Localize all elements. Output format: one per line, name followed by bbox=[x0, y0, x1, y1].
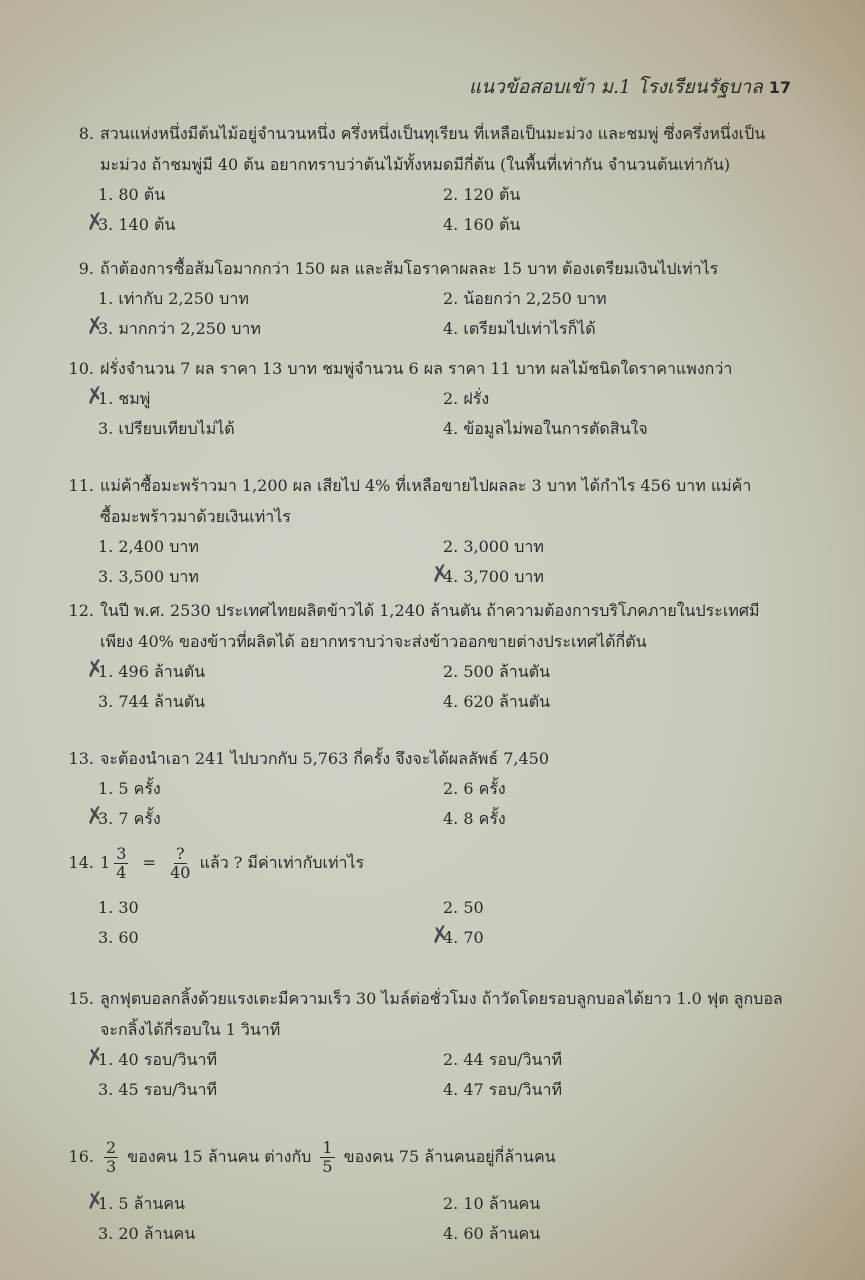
answer-option[interactable] bbox=[98, 774, 443, 804]
option-text: 1. 5 ครั้ง bbox=[98, 779, 161, 798]
answer-option[interactable] bbox=[98, 1075, 443, 1105]
option-text: 3. 45 รอบ/วินาที bbox=[98, 1080, 217, 1099]
question-text: จะต้องนำเอา 241 ไปบวกกับ 5,763 กี่ครั้ง จึงจะได้ผลลัพธ์ 7,450 bbox=[100, 749, 549, 768]
option-text: 2. 3,000 บาท bbox=[443, 537, 544, 556]
answer-option[interactable] bbox=[443, 1219, 788, 1249]
answer-option[interactable] bbox=[428, 560, 788, 592]
question-number: 16. bbox=[68, 1147, 94, 1166]
question-11 bbox=[60, 470, 800, 592]
question-number: 11. bbox=[68, 476, 94, 495]
option-text: 3. มากกว่า 2,250 บาท bbox=[98, 319, 261, 338]
answer-option[interactable] bbox=[443, 687, 788, 717]
answer-option[interactable] bbox=[98, 893, 443, 923]
answer-option[interactable] bbox=[443, 774, 788, 804]
question-number: 15. bbox=[68, 989, 94, 1008]
option-text: 4. 60 ล้านคน bbox=[443, 1224, 541, 1243]
option-text: 2. 10 ล้านคน bbox=[443, 1194, 541, 1213]
answer-option[interactable] bbox=[98, 180, 443, 210]
option-text: 2. น้อยกว่า 2,250 บาท bbox=[443, 289, 607, 308]
question-number: 13. bbox=[68, 749, 94, 768]
handwritten-check-icon: ✗ bbox=[83, 1187, 107, 1216]
question-text: ถ้าต้องการซื้อส้มโอมากกว่า 150 ผล และส้มโอราคาผลละ 15 บาท ต้องเตรียมเงินไปเท่าไร bbox=[100, 259, 719, 278]
question-14 bbox=[60, 843, 800, 953]
option-text: 4. 620 ล้านตัน bbox=[443, 692, 551, 711]
option-text: 3. 60 bbox=[98, 928, 139, 947]
answer-option[interactable] bbox=[83, 655, 443, 687]
question-text: 1 $\frac{3}{4}$ = $\frac{?}{40}$ แล้ว ? มีค่าเท่ากับเท่าไร bbox=[100, 844, 365, 882]
answer-option[interactable] bbox=[83, 208, 443, 240]
fraction: $\frac{1}{5}$ bbox=[322, 1138, 333, 1176]
question-text: ซื้อมะพร้าวมาด้วยเงินเท่าไร bbox=[100, 507, 291, 526]
answer-option[interactable] bbox=[443, 1045, 788, 1075]
question-12 bbox=[60, 595, 800, 717]
answer-options bbox=[60, 180, 800, 240]
option-text: 3. 7 ครั้ง bbox=[98, 809, 161, 828]
answer-option[interactable] bbox=[443, 314, 788, 344]
answer-option[interactable] bbox=[98, 923, 443, 953]
answer-option[interactable] bbox=[443, 893, 788, 923]
option-text: 3. 140 ต้น bbox=[98, 215, 176, 234]
option-text: 2. 500 ล้านตัน bbox=[443, 662, 551, 681]
question-9 bbox=[60, 253, 800, 344]
answer-options bbox=[60, 284, 800, 344]
handwritten-check-icon: ✗ bbox=[428, 921, 452, 950]
question-text: แม่ค้าซื้อมะพร้าวมา 1,200 ผล เสียไป 4% ที่เหลือขายไปผลละ 3 บาท ได้กำไร 456 บาท แม่ค้า bbox=[100, 476, 752, 495]
option-text: 2. 44 รอบ/วินาที bbox=[443, 1050, 562, 1069]
answer-option[interactable] bbox=[428, 921, 788, 953]
option-text: 2. 6 ครั้ง bbox=[443, 779, 506, 798]
question-text: จะกลิ้งได้กี่รอบใน 1 วินาที bbox=[100, 1020, 281, 1039]
option-text: 1. 30 bbox=[98, 898, 139, 917]
answer-option[interactable] bbox=[443, 180, 788, 210]
answer-options bbox=[60, 774, 800, 834]
answer-option[interactable] bbox=[443, 384, 788, 414]
option-text: 1. 5 ล้านคน bbox=[98, 1194, 185, 1213]
question-text: ฝรั่งจำนวน 7 ผล ราคา 13 บาท ชมพู่จำนวน 6 ผล ราคา 11 บาท ผลไม้ชนิดใดราคาแพงกว่า bbox=[100, 359, 733, 378]
question-15 bbox=[60, 983, 800, 1105]
page-number: 17 bbox=[768, 78, 791, 97]
question-text: สวนแห่งหนึ่งมีต้นไม้อยู่จำนวนหนึ่ง ครึ่งหนึ่งเป็นทุเรียน ที่เหลือเป็นมะม่วง และชมพู่ ซึ่งครึ่งหนึ่งเป็น bbox=[100, 124, 766, 143]
fraction: $\frac{2}{3}$ bbox=[106, 1138, 117, 1176]
answer-option[interactable] bbox=[98, 532, 443, 562]
answer-option[interactable] bbox=[98, 562, 443, 592]
question-text: มะม่วง ถ้าชมพู่มี 40 ต้น อยากทราบว่าต้นไม้ทั้งหมดมีกี่ต้น (ในพื้นที่เท่ากัน จำนวนต้นเท่ากัน) bbox=[100, 155, 731, 174]
option-text: 2. 120 ต้น bbox=[443, 185, 521, 204]
fraction: $\frac{3}{4}$ bbox=[116, 844, 127, 882]
answer-option[interactable] bbox=[83, 802, 443, 834]
option-text: 4. 70 bbox=[443, 928, 484, 947]
handwritten-check-icon: ✗ bbox=[83, 802, 107, 831]
page-header bbox=[469, 72, 791, 102]
answer-option[interactable] bbox=[443, 210, 788, 240]
question-number: 12. bbox=[68, 601, 94, 620]
answer-option[interactable] bbox=[83, 1187, 443, 1219]
answer-options bbox=[60, 1189, 800, 1249]
question-13 bbox=[60, 743, 800, 834]
answer-options bbox=[60, 657, 800, 717]
handwritten-check-icon: ✗ bbox=[428, 560, 452, 589]
option-text: 2. 50 bbox=[443, 898, 484, 917]
option-text: 1. เท่ากับ 2,250 บาท bbox=[98, 289, 249, 308]
answer-option[interactable] bbox=[98, 1219, 443, 1249]
answer-option[interactable] bbox=[443, 804, 788, 834]
question-16 bbox=[60, 1137, 800, 1249]
option-text: 3. เปรียบเทียบไม่ได้ bbox=[98, 419, 235, 438]
option-text: 1. ชมพู่ bbox=[98, 389, 151, 408]
option-text: 4. ข้อมูลไม่พอในการตัดสินใจ bbox=[443, 419, 648, 438]
question-number: 9. bbox=[78, 259, 94, 278]
answer-option[interactable] bbox=[443, 414, 788, 444]
question-text: เพียง 40% ของข้าวที่ผลิตได้ อยากทราบว่าจะส่งข้าวออกขายต่างประเทศได้กี่ตัน bbox=[100, 632, 647, 651]
question-8 bbox=[60, 118, 800, 240]
question-text: $\frac{2}{3}$ ของคน 15 ล้านคน ต่างกับ $\frac{1}{5}$ ของคน 75 ล้านคนอยู่กี่ล้านคน bbox=[106, 1138, 556, 1176]
option-text: 4. 160 ต้น bbox=[443, 215, 521, 234]
header-title: แนวข้อสอบเข้า ม.1 โรงเรียนรัฐบาล bbox=[468, 76, 763, 98]
option-text: 2. ฝรั่ง bbox=[443, 389, 490, 408]
option-text: 4. เตรียมไปเท่าไรก็ได้ bbox=[443, 319, 596, 338]
option-text: 3. 744 ล้านตัน bbox=[98, 692, 206, 711]
answer-option[interactable] bbox=[98, 687, 443, 717]
option-text: 4. 3,700 บาท bbox=[443, 567, 544, 586]
handwritten-check-icon: ✗ bbox=[83, 382, 107, 411]
answer-options bbox=[60, 532, 800, 592]
question-number: 14. bbox=[68, 853, 94, 872]
option-text: 4. 8 ครั้ง bbox=[443, 809, 506, 828]
option-text: 3. 3,500 บาท bbox=[98, 567, 199, 586]
answer-option[interactable] bbox=[83, 1043, 443, 1075]
handwritten-check-icon: ✗ bbox=[83, 1043, 107, 1072]
answer-option[interactable] bbox=[443, 1075, 788, 1105]
answer-option[interactable] bbox=[98, 414, 443, 444]
answer-option[interactable] bbox=[443, 1189, 788, 1219]
question-number: 10. bbox=[68, 359, 94, 378]
answer-options bbox=[60, 384, 800, 444]
question-10 bbox=[60, 353, 800, 444]
answer-option[interactable] bbox=[98, 284, 443, 314]
answer-option[interactable] bbox=[443, 284, 788, 314]
handwritten-check-icon: ✗ bbox=[83, 655, 107, 684]
option-text: 1. 496 ล้านตัน bbox=[98, 662, 206, 681]
option-text: 1. 80 ต้น bbox=[98, 185, 166, 204]
option-text: 1. 40 รอบ/วินาที bbox=[98, 1050, 217, 1069]
answer-options bbox=[60, 893, 800, 953]
answer-option[interactable] bbox=[83, 312, 443, 344]
answer-options bbox=[60, 1045, 800, 1105]
handwritten-check-icon: ✗ bbox=[83, 312, 107, 341]
answer-option[interactable] bbox=[83, 382, 443, 414]
option-text: 4. 47 รอบ/วินาที bbox=[443, 1080, 562, 1099]
answer-option[interactable] bbox=[443, 657, 788, 687]
option-text: 1. 2,400 บาท bbox=[98, 537, 199, 556]
fraction: $\frac{?}{40}$ bbox=[170, 844, 191, 882]
answer-option[interactable] bbox=[443, 532, 788, 562]
question-text: ในปี พ.ศ. 2530 ประเทศไทยผลิตข้าวได้ 1,240 ล้านตัน ถ้าความต้องการบริโภคภายในประเทศมี bbox=[100, 601, 760, 620]
question-text: ลูกฟุตบอลกลิ้งด้วยแรงเตะมีความเร็ว 30 ไมล์ต่อชั่วโมง ถ้าวัดโดยรอบลูกบอลได้ยาว 1.0 ฟุต ลูกบอล bbox=[100, 989, 783, 1008]
handwritten-check-icon: ✗ bbox=[83, 208, 107, 237]
option-text: 3. 20 ล้านคน bbox=[98, 1224, 196, 1243]
question-number: 8. bbox=[78, 124, 94, 143]
